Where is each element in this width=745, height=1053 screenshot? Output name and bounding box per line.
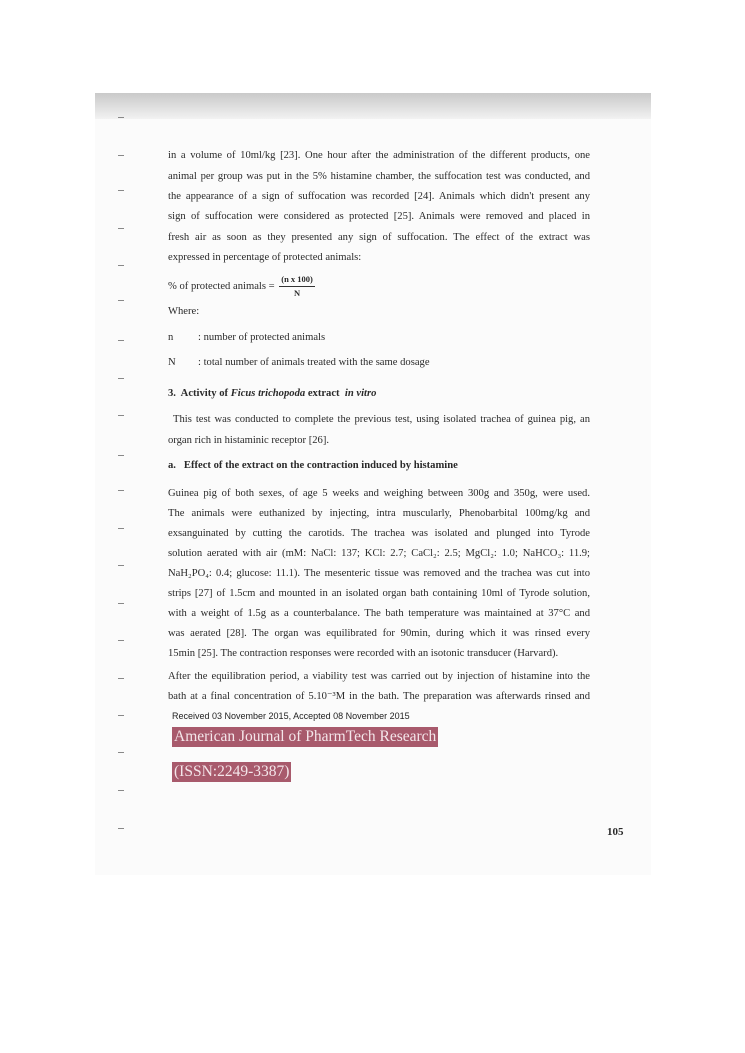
heading-text: in vitro [344, 388, 377, 399]
text-line: was aerated [28]. The organ was equilibrated for 90min, during which it was rinsed every [168, 628, 590, 639]
issn-banner: (ISSN:2249-3387) [174, 763, 290, 780]
text-line: organ rich in histaminic receptor [26]. [168, 435, 330, 446]
formula [168, 273, 590, 300]
formula-lhs: % of protected animals = [168, 280, 275, 292]
journal-name-banner: American Journal of PharmTech Research [174, 728, 437, 745]
heading-text: extract [307, 388, 340, 399]
definition-N [168, 356, 590, 369]
text-line: solution aerated with air (mM: NaCl: 137; KCl: 2.7; CaCl₂: 2.5; MgCl₂: 1.0; NaHCO₃: 11.9; [168, 548, 590, 559]
margin-mark [118, 265, 124, 266]
subsection-number: a. [168, 460, 176, 471]
margin-mark [118, 565, 124, 566]
section-heading [168, 387, 590, 400]
received-accepted-dates: Received 03 November 2015, Accepted 08 November 2015 [172, 711, 410, 721]
margin-mark [118, 228, 124, 229]
formula-denominator: N [294, 288, 301, 298]
text-line: sign of suffocation were considered as protected [25]. Animals were removed and placed in [168, 211, 590, 222]
where-label: Where: [168, 306, 200, 317]
subsection-title: Effect of the extract on the contraction induced by histamine [183, 460, 458, 471]
text-line: The animals were euthanized by injecting, intra muscularly, Phenobarbital 100mg/kg and [168, 508, 590, 519]
text-line: expressed in percentage of protected animals: [168, 252, 362, 263]
margin-mark [118, 155, 124, 156]
margin-mark [118, 790, 124, 791]
margin-mark [118, 828, 124, 829]
text-line: exsanguinated by cutting the carotids. The trachea was isolated and plunged into Tyrode [168, 528, 590, 539]
text-line: animal per group was put in the 5% histamine chamber, the suffocation test was conducted, and [168, 171, 590, 182]
definition-symbol: N [168, 357, 176, 368]
margin-mark [118, 490, 124, 491]
margin-mark [118, 378, 124, 379]
text-line: fresh air as soon as they presented any sign of suffocation. The effect of the extract was [168, 232, 590, 243]
text-line: This test was conducted to complete the previous test, using isolated trachea of guinea pig, an [173, 414, 590, 425]
margin-mark [118, 455, 124, 456]
scan-shadow [95, 93, 651, 119]
page-number: 105 [607, 826, 624, 838]
text-line: in a volume of 10ml/kg [23]. One hour after the administration of the different products, one [168, 150, 590, 161]
margin-mark [118, 340, 124, 341]
margin-mark [118, 190, 124, 191]
subsection-heading [168, 459, 590, 472]
text-line: After the equilibration period, a viability test was carried out by injection of histamine into the [168, 671, 590, 682]
definition-symbol: n [168, 332, 174, 343]
margin-mark [118, 715, 124, 716]
formula-fraction [279, 273, 315, 300]
text-line: with a weight of 1.5g as a counterbalance. The bath temperature was maintained at 37°C and [168, 608, 590, 619]
text-line: strips [27] of 1.5cm and mounted in an isolated organ bath containing 10ml of Tyrode solution, [168, 588, 590, 599]
text-line: bath at a final concentration of 5.10⁻³M in the bath. The preparation was afterwards rinsed and [168, 691, 590, 702]
section-number: 3. [168, 388, 176, 399]
species-name: Ficus trichopoda [230, 388, 306, 399]
margin-mark [118, 117, 124, 118]
text-line: the appearance of a sign of suffocation was recorded [24]. Animals which didn't present any [168, 191, 590, 202]
margin-mark [118, 640, 124, 641]
margin-mark [118, 415, 124, 416]
text-line: 15min [25]. The contraction responses were recorded with an isotonic transducer (Harvard). [168, 648, 559, 659]
heading-text: Activity of [180, 388, 229, 399]
margin-mark [118, 300, 124, 301]
margin-mark [118, 752, 124, 753]
margin-mark [118, 528, 124, 529]
text-line: Guinea pig of both sexes, of age 5 weeks and weighing between 300g and 350g, were used. [168, 488, 590, 499]
formula-numerator: (n x 100) [279, 273, 315, 287]
text-line: NaH₂PO₄: 0.4; glucose: 11.1). The mesenteric tissue was removed and the trachea was cut into [168, 568, 590, 579]
definition-text: : number of protected animals [198, 332, 326, 343]
margin-mark [118, 603, 124, 604]
margin-mark [118, 678, 124, 679]
definition-text: : total number of animals treated with the same dosage [198, 357, 430, 368]
definition-n [168, 331, 590, 344]
